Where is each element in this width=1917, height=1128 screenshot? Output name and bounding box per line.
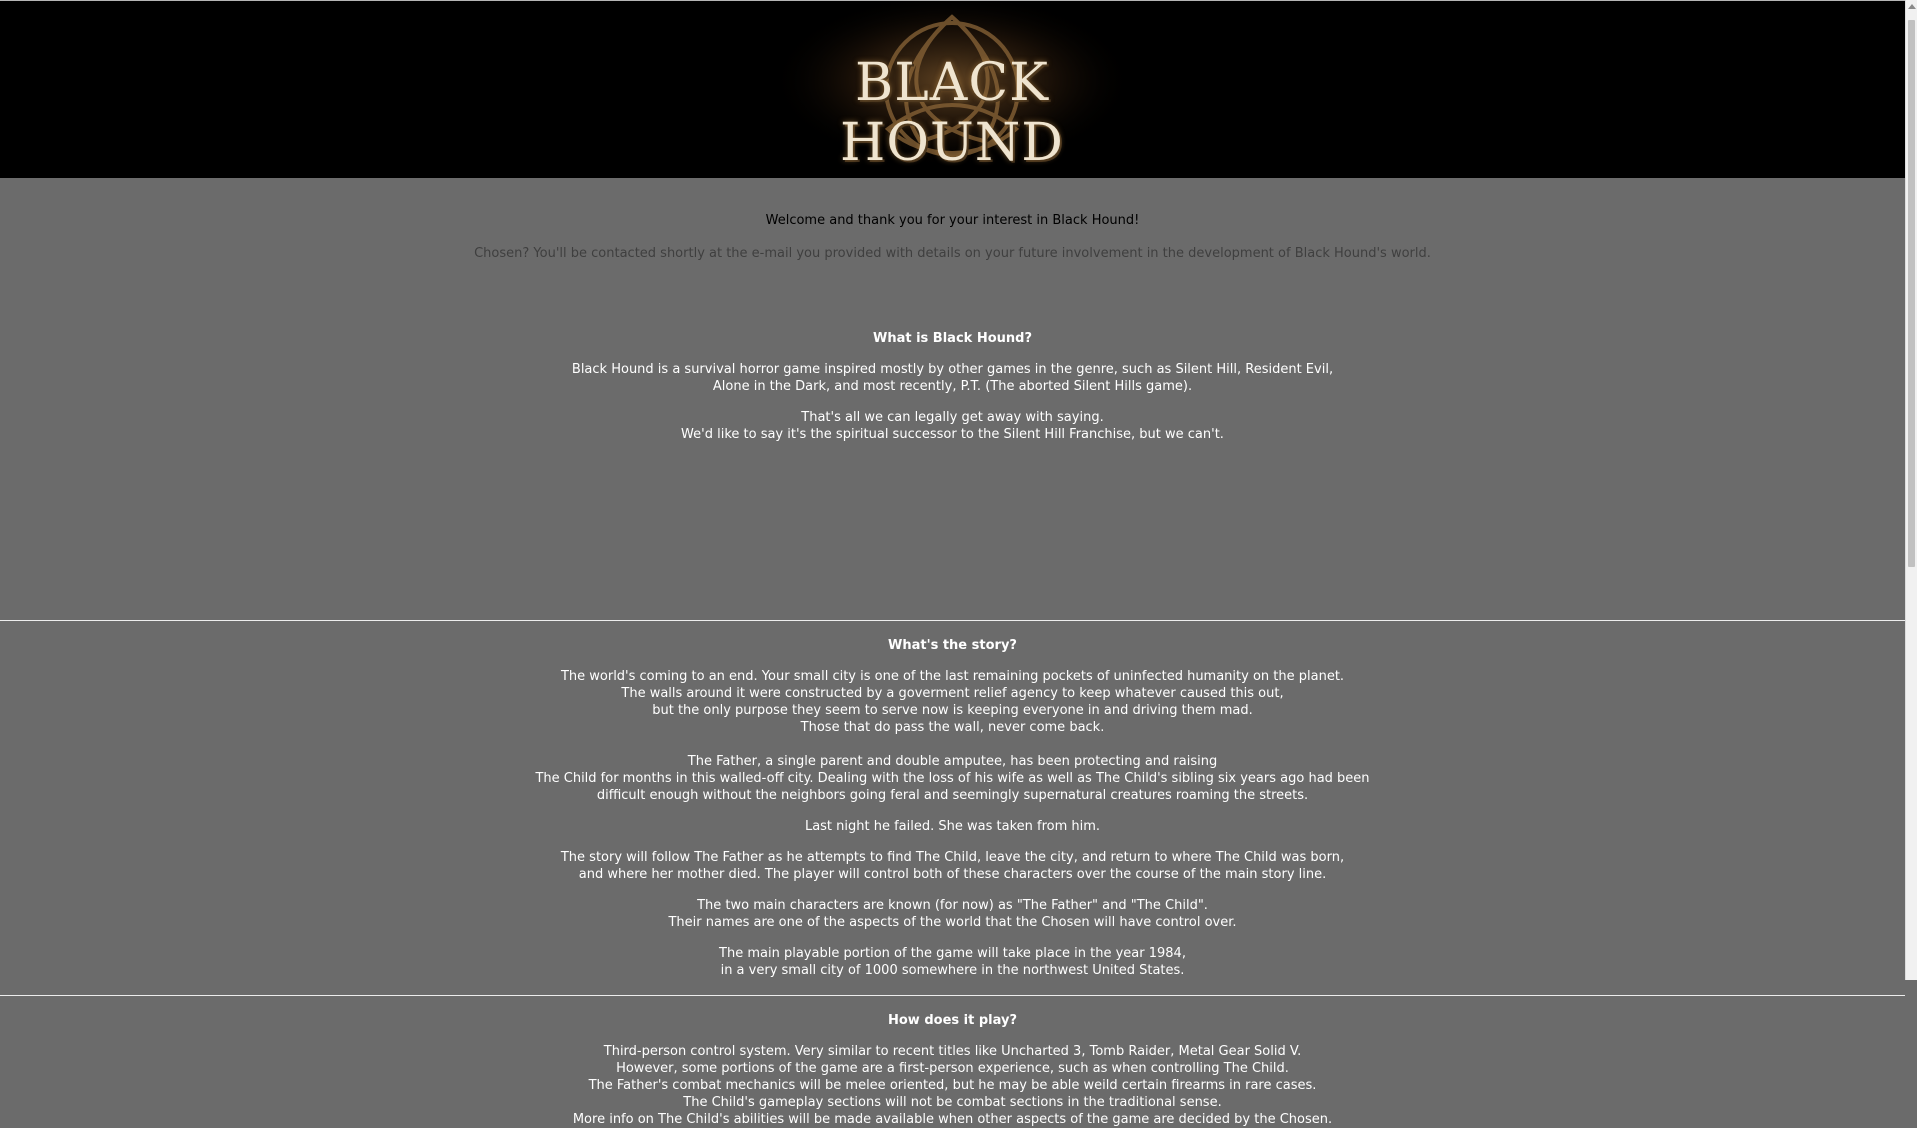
text-line: in a very small city of 1000 somewhere in the northwest United States. [720,963,1185,978]
text-line: The Father, a single parent and double amputee, has been protecting and raising [687,754,1218,769]
paragraph [0,849,1905,883]
paragraph [0,897,1905,931]
logo-text: BLACK HOUND [840,53,1064,173]
section-title: How does it play? [887,1013,1017,1028]
text-line: Third-person control system. Very similar to recent titles like Uncharted 3, Tomb Raider, Metal Gear Solid V. [603,1044,1302,1059]
section-how-it-plays [0,996,1905,1128]
text-line: but the only purpose they seem to serve now is keeping everyone in and driving them mad. [652,703,1253,718]
vertical-scrollbar[interactable] [1905,0,1917,980]
paragraph [0,668,1905,736]
welcome-block [0,178,1905,330]
text-line: The two main characters are known (for now) as "The Father" and "The Child". [697,898,1208,913]
text-line: That's all we can legally get away with saying. [801,410,1104,425]
text-line: The Child for months in this walled-off city. Dealing with the loss of his wife as well as The Child's sibling six years ago had been [535,771,1370,786]
paragraph [0,1043,1905,1128]
text-line: More info on The Child's abilities will be made available when other aspects of the game are decided by the Chosen. [572,1112,1333,1127]
paragraph [0,818,1905,835]
text-line: Alone in the Dark, and most recently, P.T. (The aborted Silent Hills game). [712,379,1193,394]
section-what-is [0,330,1905,620]
section-title: What's the story? [888,638,1017,653]
paragraph [0,409,1905,443]
text-line: The story will follow The Father as he attempts to find The Child, leave the city, and return to where The Child was born, [560,850,1345,865]
text-line: difficult enough without the neighbors going feral and seemingly supernatural creatures roaming the streets. [596,788,1309,803]
text-line: The main playable portion of the game will take place in the year 1984, [719,946,1186,961]
header-banner [0,1,1905,178]
text-line: Their names are one of the aspects of the world that the Chosen will have control over. [668,915,1237,930]
text-line: The world's coming to an end. Your small city is one of the last remaining pockets of uninfected humanity on the planet. [560,669,1345,684]
chosen-notice: Chosen? You'll be contacted shortly at the e-mail you provided with details on your future involvement in the development of Black Hound's world. [474,246,1431,261]
scrollbar-thumb[interactable] [1908,20,1915,567]
paragraph [0,753,1905,804]
text-line: The Child's gameplay sections will not be combat sections in the traditional sense. [683,1095,1222,1110]
welcome-heading: Welcome and thank you for your interest in Black Hound! [765,213,1140,228]
text-line: The Father's combat mechanics will be melee oriented, but he may be able weild certain firearms in rare cases. [588,1078,1317,1093]
section-title: What is Black Hound? [872,331,1032,346]
text-line: Last night he failed. She was taken from him. [804,819,1101,834]
paragraph [0,361,1905,395]
text-line: The walls around it were constructed by a goverment relief agency to keep whatever caused this out, [621,686,1284,701]
page [0,1,1905,1127]
paragraph [0,945,1905,979]
scroll-up-arrow-icon[interactable] [1908,4,1916,9]
text-line: and where her mother died. The player will control both of these characters over the course of the main story line. [578,867,1327,882]
text-line: Those that do pass the wall, never come back. [800,720,1105,735]
text-line: However, some portions of the game are a first-person experience, such as when controlling The Child. [616,1061,1289,1076]
text-line: We'd like to say it's the spiritual successor to the Silent Hill Franchise, but we can't. [681,427,1224,442]
text-line: Black Hound is a survival horror game inspired mostly by other games in the genre, such as Silent Hill, Resident Evil, [571,362,1334,377]
black-hound-logo [770,1,1134,178]
section-story [0,621,1905,995]
